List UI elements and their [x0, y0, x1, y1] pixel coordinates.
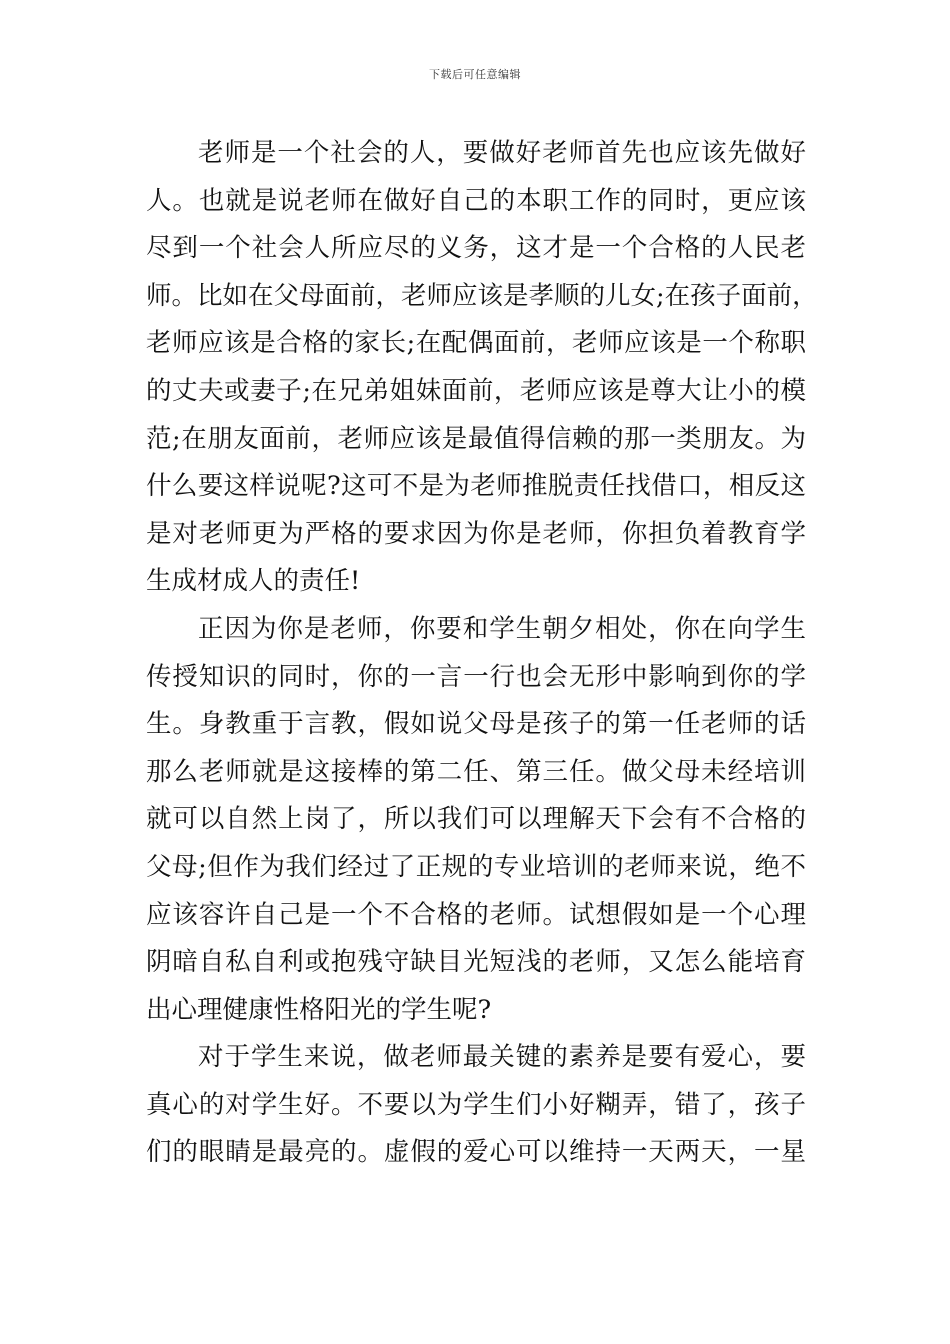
- text-line: 什么要这样说呢?这可不是为老师推脱责任找借口，相反这: [146, 471, 806, 502]
- paragraph-2: [146, 606, 806, 1034]
- text-line: 父母;但作为我们经过了正规的专业培训的老师来说，绝不: [146, 851, 806, 882]
- text-line: 传授知识的同时，你的一言一行也会无形中影响到你的学: [146, 661, 806, 692]
- text-line: 老师是一个社会的人，要做好老师首先也应该先做好: [198, 138, 806, 168]
- text-line: 尽到一个社会人所应尽的义务，这才是一个合格的人民老: [146, 233, 806, 264]
- document-body: [146, 130, 818, 1177]
- paragraph-1: [146, 130, 818, 606]
- paragraph-3: [146, 1034, 806, 1177]
- text-line: 正因为你是老师，你要和学生朝夕相处，你在向学生: [198, 613, 806, 644]
- text-line: 应该容许自己是一个不合格的老师。试想假如是一个心理: [146, 899, 806, 930]
- text-line: 那么老师就是这接棒的第二任、第三任。做父母未经培训: [146, 756, 806, 787]
- text-line: 是对老师更为严格的要求因为你是老师，你担负着教育学: [146, 518, 806, 549]
- page-header: 下载后可任意编辑: [429, 68, 521, 81]
- text-line: 老师应该是合格的家长;在配偶面前，老师应该是一个称职: [146, 328, 806, 359]
- text-line: 的丈夫或妻子;在兄弟姐妹面前，老师应该是尊大让小的模: [146, 375, 806, 406]
- text-line: 就可以自然上岗了，所以我们可以理解天下会有不合格的: [146, 804, 806, 835]
- text-line: 真心的对学生好。不要以为学生们小好糊弄，错了，孩子: [146, 1089, 806, 1120]
- text-line: 们的眼睛是最亮的。虚假的爱心可以维持一天两天，一星: [146, 1137, 806, 1168]
- text-line: 师。比如在父母面前，老师应该是孝顺的儿女;在孩子面前，: [146, 280, 818, 311]
- text-line: 阴暗自私自利或抱残守缺目光短浅的老师，又怎么能培育: [146, 947, 806, 978]
- text-line: 生成材成人的责任!: [146, 566, 361, 597]
- text-line: 出心理健康性格阳光的学生呢?: [146, 994, 492, 1025]
- text-line: 生。身教重于言教，假如说父母是孩子的第一任老师的话: [146, 709, 806, 740]
- text-line: 人。也就是说老师在做好自己的本职工作的同时，更应该: [146, 185, 806, 216]
- text-line: 对于学生来说，做老师最关键的素养是要有爱心，要: [198, 1042, 806, 1073]
- text-line: 范;在朋友面前，老师应该是最值得信赖的那一类朋友。为: [146, 423, 806, 454]
